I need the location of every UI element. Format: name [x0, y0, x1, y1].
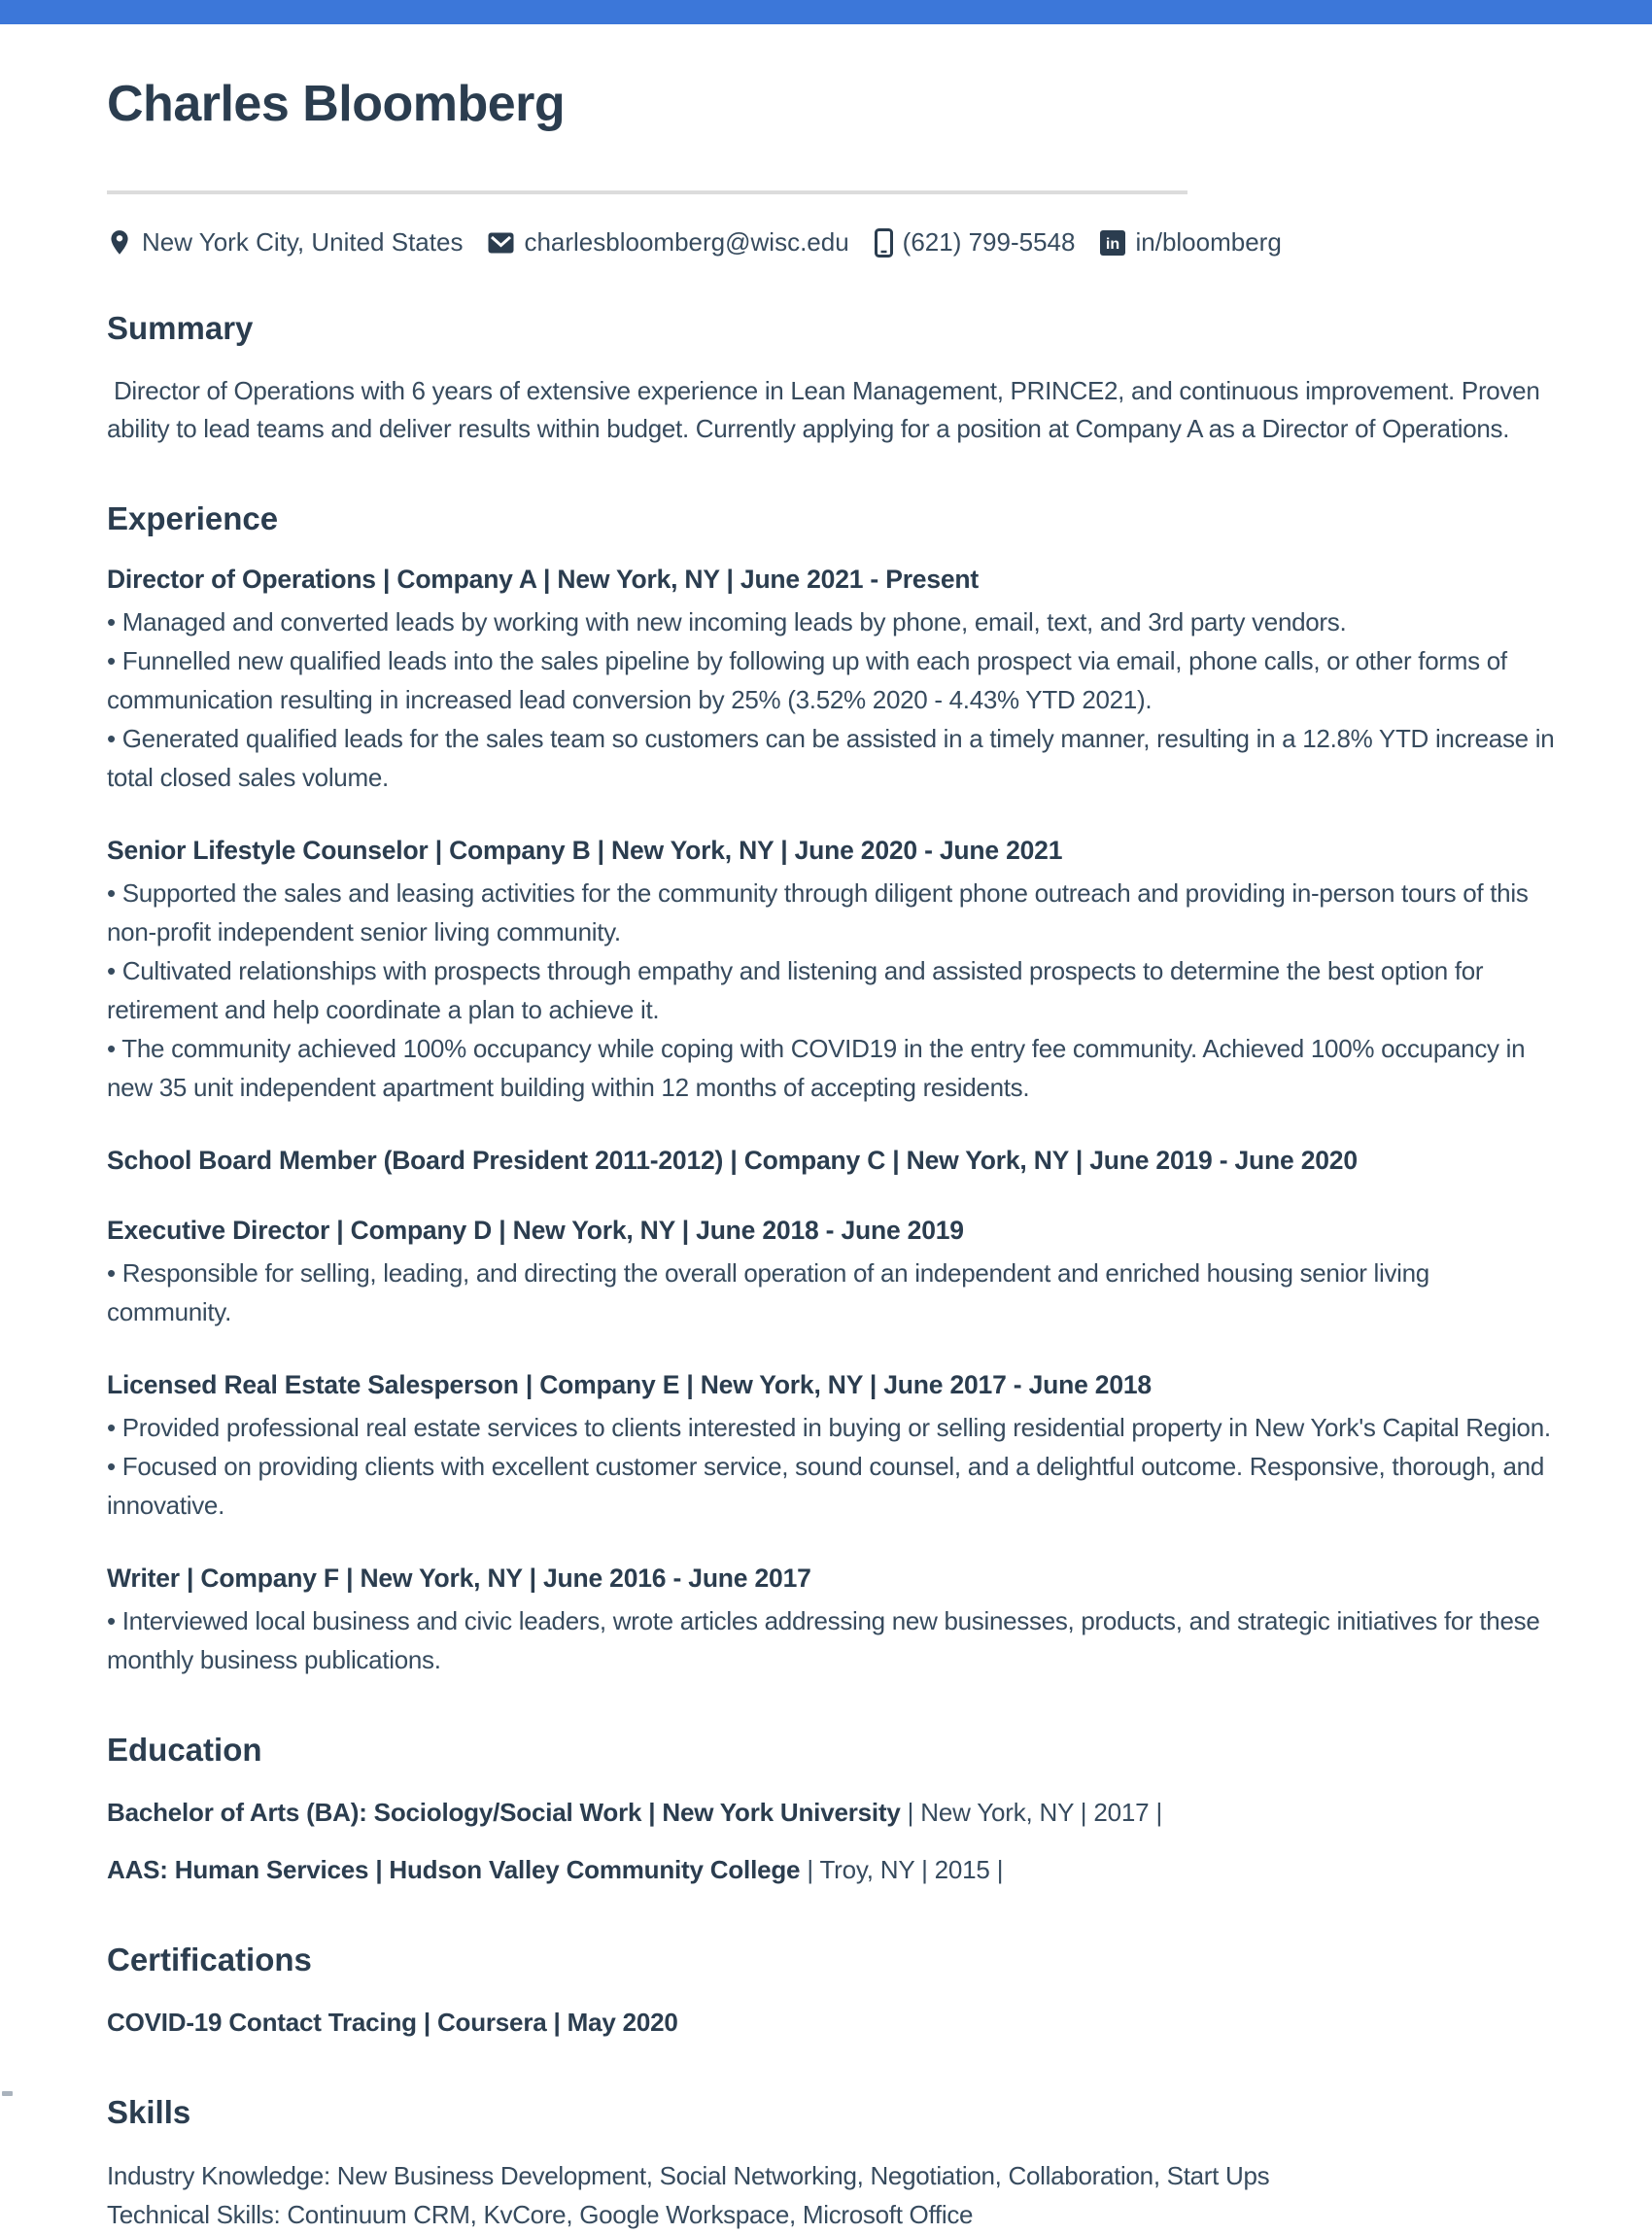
job-title: Writer | Company F | New York, NY | June 2016 - June 2017 [107, 1564, 811, 1594]
job-entry [107, 1144, 1555, 1177]
job-bullets [107, 1254, 1555, 1331]
degree-meta: | New York, NY | 2017 | [907, 1798, 1163, 1828]
section-certifications [107, 1942, 1555, 2042]
job-bullets [107, 874, 1555, 1107]
degree-text: Bachelor of Arts (BA): Sociology/Social Work | New York University [107, 1798, 901, 1828]
contact-row [107, 227, 1555, 258]
page-corner-artifact [2, 2091, 13, 2096]
top-accent-bar [0, 0, 1652, 24]
phone-text: (621) 799-5548 [902, 227, 1076, 258]
email-text: charlesbloomberg@wisc.edu [524, 227, 849, 258]
section-skills [107, 2094, 1555, 2234]
job-bullet: • Generated qualified leads for the sales team so customers can be assisted in a timely manner, resulting in a 12.8% YTD increase in total closed sales volume. [107, 719, 1555, 797]
section-education [107, 1732, 1555, 1889]
envelope-icon [488, 232, 514, 254]
header-divider [107, 190, 1187, 194]
job-bullet: • Cultivated relationships with prospects through empathy and listening and assisted prospects to determine the best option for retirement and help coordinate a plan to achieve it. [107, 951, 1555, 1029]
location-pin-icon [107, 228, 132, 258]
contact-location [107, 227, 463, 258]
job-title: School Board Member (Board President 2011-2012) | Company C | New York, NY | June 2019 - June 2020 [107, 1146, 1358, 1176]
job-entry [107, 1214, 1555, 1331]
experience-heading: Experience [107, 500, 279, 537]
job-title: Senior Lifestyle Counselor | Company B | New York, NY | June 2020 - June 2021 [107, 836, 1063, 866]
contact-email [488, 227, 848, 258]
resume-content [0, 77, 1652, 2234]
summary-heading: Summary [107, 310, 254, 347]
job-bullet: • Focused on providing clients with excellent customer service, sound counsel, and a delightful outcome. Responsive, thorough, and innovative. [107, 1447, 1555, 1525]
skills-technical-line: Technical Skills: Continuum CRM, KvCore, Google Workspace, Microsoft Office [107, 2200, 974, 2230]
location-text: New York City, United States [142, 227, 464, 258]
degree-meta: | Troy, NY | 2015 | [807, 1855, 1004, 1885]
mobile-phone-icon [875, 228, 893, 258]
job-bullet: • Interviewed local business and civic leaders, wrote articles addressing new businesses, products, and strategic initiatives for these monthly business publications. [107, 1601, 1555, 1679]
job-entry [107, 563, 1555, 797]
job-bullets [107, 1601, 1555, 1679]
job-entry [107, 834, 1555, 1107]
job-bullets [107, 602, 1555, 797]
job-bullet: • Funnelled new qualified leads into the sales pipeline by following up with each prospect via email, phone calls, or other forms of communication resulting in increased lead conversion by 25% (3.52% 2020 - 4.43% YTD 2021). [107, 641, 1555, 719]
job-title: Executive Director | Company D | New York, NY | June 2018 - June 2019 [107, 1216, 964, 1246]
job-bullet: • The community achieved 100% occupancy while coping with COVID19 in the entry fee community. Achieved 100% occupancy in new 35 unit independent apartment building within 12 months of accepting residents. [107, 1029, 1555, 1107]
linkedin-icon [1100, 230, 1125, 256]
education-heading: Education [107, 1732, 262, 1769]
job-title: Licensed Real Estate Salesperson | Company E | New York, NY | June 2017 - June 2018 [107, 1370, 1152, 1400]
contact-phone [875, 227, 1076, 258]
contact-linkedin [1100, 227, 1281, 258]
svg-text:in: in [1106, 235, 1120, 253]
job-bullet: • Responsible for selling, leading, and directing the overall operation of an independent and enriched housing senior living community. [107, 1254, 1555, 1331]
skills-industry-line: Industry Knowledge: New Business Development, Social Networking, Negotiation, Collaboration, Start Ups [107, 2161, 1270, 2191]
skills-heading: Skills [107, 2094, 191, 2131]
degree-text: AAS: Human Services | Hudson Valley Community College [107, 1855, 801, 1885]
job-bullets [107, 1408, 1555, 1525]
job-entry [107, 1562, 1555, 1679]
candidate-name: Charles Bloomberg [107, 76, 566, 132]
certification-entry [107, 2004, 1555, 2042]
job-bullet: • Managed and converted leads by working with new incoming leads by phone, email, text, and 3rd party vendors. [107, 602, 1555, 641]
summary-text: Director of Operations with 6 years of extensive experience in Lean Management, PRINCE2, and continuous improvement. Proven ability to lead teams and deliver results within budget. Currently applying for a position at Company A as a Director of Operations. [107, 376, 1547, 444]
job-bullet: • Provided professional real estate services to clients interested in buying or selling residential property in New York's Capital Region. [107, 1408, 1555, 1447]
certifications-heading: Certifications [107, 1942, 312, 1978]
section-summary [107, 310, 1555, 448]
job-entry [107, 1368, 1555, 1525]
job-bullet: • Supported the sales and leasing activities for the community through diligent phone outreach and providing in-person tours of this non-profit independent senior living community. [107, 874, 1555, 951]
linkedin-text: in/bloomberg [1135, 227, 1282, 258]
job-title: Director of Operations | Company A | New York, NY | June 2021 - Present [107, 565, 980, 595]
education-entry [107, 1851, 1555, 1889]
section-experience [107, 500, 1555, 1679]
education-entry [107, 1794, 1555, 1832]
certification-text: COVID-19 Contact Tracing | Coursera | May 2020 [107, 2008, 678, 2038]
